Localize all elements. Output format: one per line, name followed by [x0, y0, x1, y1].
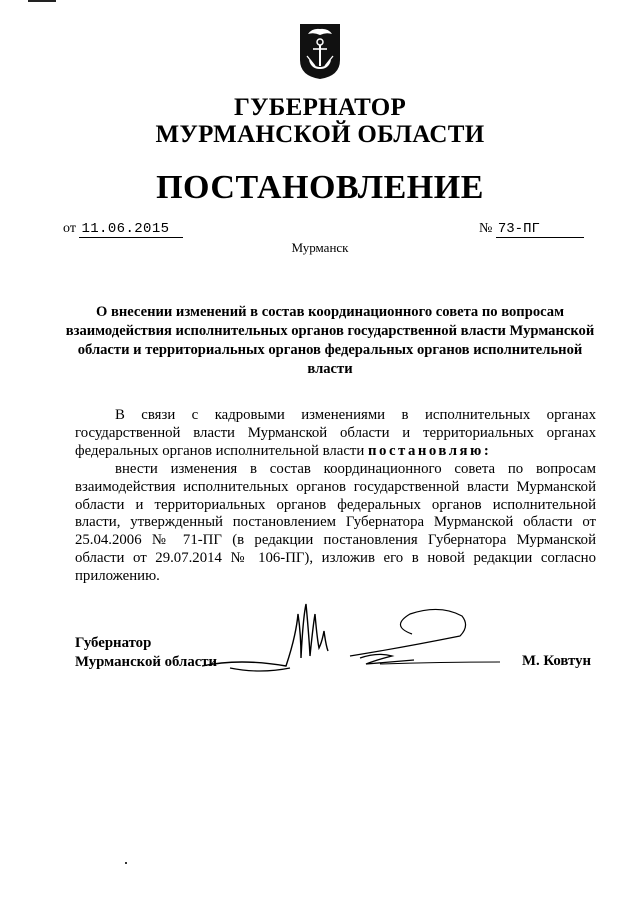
scan-edge-mark	[28, 0, 56, 2]
city-name: Мурманск	[291, 240, 349, 255]
signatory-title-line-2: Мурманской области	[75, 654, 218, 670]
issuer-line-1: ГУБЕРНАТОР	[233, 94, 407, 121]
document-type-title: ПОСТАНОВЛЕНИЕ	[156, 169, 484, 206]
date-prefix: от	[63, 221, 76, 236]
date-row	[63, 221, 183, 237]
signatory-title-line-1: Губернатор	[75, 635, 152, 651]
handwritten-signature	[200, 596, 500, 686]
number-prefix: №	[479, 221, 493, 236]
coat-of-arms-icon	[298, 22, 342, 80]
paragraph-1-text: В связи с кадровыми изменениями в исполнительных органах государственной власти Мурманской области и территориальных органах федеральных органов исполнительной власти	[75, 407, 596, 459]
body-paragraph-2: внести изменения в состав координационного совета по вопросам взаимодействия исполнительных органов государственной власти Мурманской области и территориальных органов федеральных органов исполнительной власти, утвержденный постановлением Губернатора Мурманской области от 25.04.2006 № 71-ПГ (в редакции постановления Губернатора Мурманской области от 29.07.2014 № 106-ПГ), изложив его в новой редакции согласно приложению.	[75, 461, 596, 584]
scan-speck	[125, 862, 127, 864]
issuer-line-2: МУРМАНСКОЙ ОБЛАСТИ	[155, 121, 485, 148]
decree-word: постановляю:	[368, 442, 492, 459]
body-paragraph-1	[75, 407, 596, 460]
document-subject: О внесении изменений в состав координационного совета по вопросам взаимодействия исполнительных органов государственной власти Мурманской области и территориальных органов федеральных органов исполнительной власти	[65, 304, 595, 377]
number-row	[479, 221, 584, 237]
document-date: 11.06.2015	[79, 221, 183, 238]
signatory-name: М. Ковтун	[522, 653, 592, 669]
signatory-title	[75, 634, 217, 672]
document-number: 73-ПГ	[496, 221, 584, 238]
